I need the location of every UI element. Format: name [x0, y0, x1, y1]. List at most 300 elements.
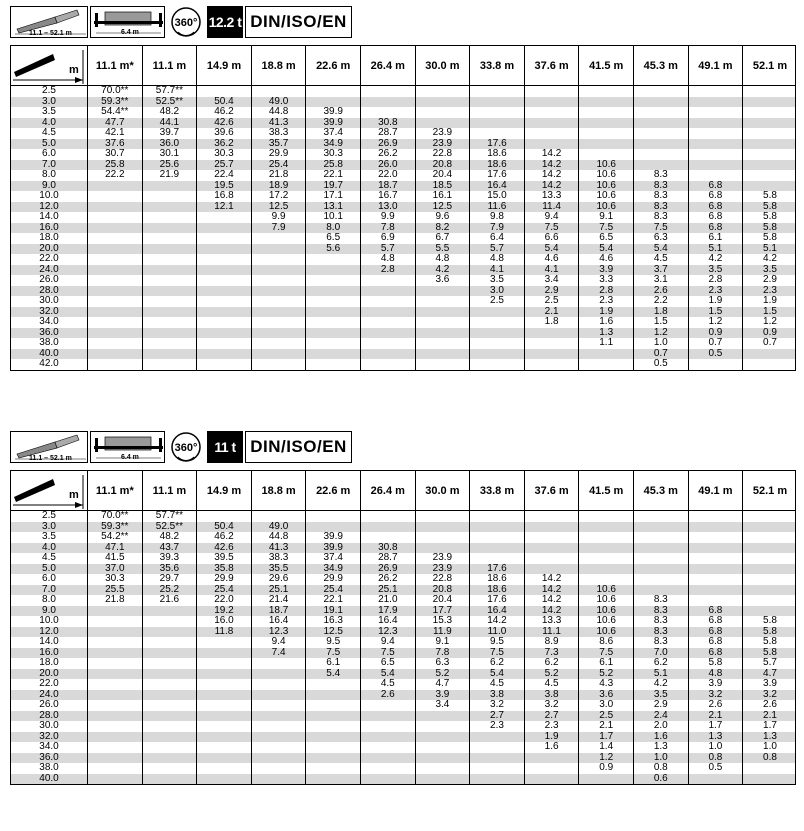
capacity-cell: 34.9 [305, 139, 360, 150]
capacity-cell: 4.2 [688, 254, 743, 265]
capacity-cell: 25.7 [196, 160, 251, 171]
capacity-cell [469, 307, 524, 318]
capacity-cell [251, 233, 306, 244]
capacity-cell [524, 532, 579, 543]
capacity-cell [87, 233, 142, 244]
radius-cell: 16.0 [39, 221, 59, 233]
radius-cell: 38.0 [39, 337, 59, 348]
capacity-cell: 21.8 [87, 595, 142, 606]
capacity-cell [415, 107, 470, 118]
capacity-cell: 1.5 [742, 307, 797, 318]
column-header: 30.0 m [415, 46, 470, 85]
capacity-cell [251, 244, 306, 255]
capacity-cell: 3.9 [415, 690, 470, 701]
table-row [11, 244, 795, 255]
capacity-cell [196, 648, 251, 659]
capacity-cell: 9.4 [251, 637, 306, 648]
radius-cell: 8.0 [42, 169, 56, 180]
capacity-cell: 18.9 [251, 181, 306, 192]
capacity-cell: 59.3** [87, 97, 142, 108]
capacity-cell [196, 233, 251, 244]
chart-header [10, 6, 796, 40]
capacity-cell: 4.8 [688, 669, 743, 680]
capacity-cell [524, 522, 579, 533]
capacity-cell: 19.5 [196, 181, 251, 192]
radius-corner [11, 471, 87, 510]
capacity-cell [87, 648, 142, 659]
capacity-cell [305, 286, 360, 297]
radius-cell: 42.0 [39, 358, 59, 369]
capacity-cell [196, 774, 251, 785]
capacity-cell: 23.9 [415, 553, 470, 564]
capacity-cell [469, 732, 524, 743]
outrigger-box [90, 431, 165, 463]
capacity-cell [469, 338, 524, 349]
capacity-cell [742, 170, 797, 181]
capacity-cell: 9.1 [578, 212, 633, 223]
capacity-cell: 3.5 [469, 275, 524, 286]
capacity-cell [742, 543, 797, 554]
capacity-cell [360, 97, 415, 108]
radius-cell: 4.0 [42, 541, 56, 553]
capacity-cell: 39.3 [142, 553, 197, 564]
capacity-cell: 25.1 [360, 585, 415, 596]
capacity-cell [415, 286, 470, 297]
capacity-cell [305, 86, 360, 97]
column-header: 18.8 m [251, 471, 306, 510]
capacity-cell: 1.0 [742, 742, 797, 753]
capacity-cell: 8.3 [633, 616, 688, 627]
capacity-cell [469, 328, 524, 339]
capacity-cell [196, 690, 251, 701]
capacity-cell: 18.6 [469, 574, 524, 585]
capacity-cell: 37.4 [305, 553, 360, 564]
capacity-cell: 8.6 [578, 637, 633, 648]
table-row [11, 627, 795, 638]
capacity-cell [633, 128, 688, 139]
capacity-cell [688, 107, 743, 118]
capacity-cell [469, 522, 524, 533]
capacity-cell: 7.5 [360, 648, 415, 659]
capacity-cell: 38.3 [251, 128, 306, 139]
capacity-cell [87, 254, 142, 265]
capacity-cell [742, 522, 797, 533]
capacity-cell [742, 511, 797, 522]
capacity-cell: 3.2 [469, 700, 524, 711]
capacity-cell: 12.3 [251, 627, 306, 638]
capacity-cell [360, 532, 415, 543]
capacity-cell: 0.8 [633, 763, 688, 774]
capacity-cell: 41.3 [251, 118, 306, 129]
capacity-cell [251, 763, 306, 774]
outrigger-label: 6.4 m [121, 29, 139, 36]
capacity-cell: 39.5 [196, 553, 251, 564]
table-row [11, 223, 795, 234]
table-header [11, 471, 795, 511]
radius-cell: 12.0 [39, 200, 59, 212]
capacity-cell [524, 553, 579, 564]
capacity-cell: 4.8 [360, 254, 415, 265]
capacity-cell: 34.9 [305, 564, 360, 575]
capacity-cell [196, 763, 251, 774]
radius-cell: 18.0 [39, 232, 59, 243]
capacity-cell: 22.1 [305, 595, 360, 606]
capacity-cell [742, 128, 797, 139]
capacity-cell [578, 543, 633, 554]
capacity-cell: 18.6 [469, 585, 524, 596]
capacity-cell [196, 359, 251, 370]
capacity-cell: 23.9 [415, 564, 470, 575]
capacity-cell [633, 97, 688, 108]
capacity-cell [251, 296, 306, 307]
radius-cell: 28.0 [39, 284, 59, 296]
capacity-cell: 14.2 [524, 574, 579, 585]
slew-360-icon [167, 431, 205, 463]
capacity-cell [360, 307, 415, 318]
capacity-cell: 9.8 [469, 212, 524, 223]
capacity-cell: 1.7 [578, 732, 633, 743]
capacity-cell: 39.9 [305, 118, 360, 129]
capacity-cell: 2.3 [578, 296, 633, 307]
table-row [11, 700, 795, 711]
capacity-cell: 5.2 [578, 669, 633, 680]
capacity-cell [633, 139, 688, 150]
capacity-cell: 1.5 [688, 307, 743, 318]
capacity-cell: 10.6 [578, 202, 633, 213]
table-row [11, 118, 795, 129]
capacity-cell: 21.0 [360, 595, 415, 606]
capacity-cell: 8.3 [633, 627, 688, 638]
capacity-cell [196, 223, 251, 234]
capacity-cell [87, 307, 142, 318]
capacity-cell [87, 732, 142, 743]
capacity-cell: 11.1 [524, 627, 579, 638]
table-row [11, 181, 795, 192]
counterweight-badge: 12.2 t [207, 6, 243, 38]
capacity-cell [360, 732, 415, 743]
capacity-cell: 21.8 [251, 170, 306, 181]
capacity-cell: 21.6 [142, 595, 197, 606]
capacity-cell: 44.1 [142, 118, 197, 129]
capacity-cell [196, 753, 251, 764]
capacity-cell [360, 86, 415, 97]
capacity-cell: 8.3 [633, 637, 688, 648]
table-row [11, 532, 795, 543]
capacity-cell [305, 349, 360, 360]
standard-label: DIN/ISO/EN [245, 6, 352, 38]
capacity-cell [251, 359, 306, 370]
table-row [11, 721, 795, 732]
capacity-cell: 10.6 [578, 181, 633, 192]
capacity-cell: 5.5 [415, 244, 470, 255]
capacity-cell: 7.8 [415, 648, 470, 659]
capacity-cell: 43.7 [142, 543, 197, 554]
capacity-cell [305, 711, 360, 722]
capacity-cell: 2.5 [469, 296, 524, 307]
capacity-cell: 22.1 [305, 170, 360, 181]
capacity-cell [142, 658, 197, 669]
capacity-cell [87, 223, 142, 234]
table-row [11, 511, 795, 522]
capacity-cell: 5.4 [524, 244, 579, 255]
capacity-cell: 30.3 [87, 574, 142, 585]
table-row [11, 149, 795, 160]
capacity-cell [196, 732, 251, 743]
capacity-cell: 29.9 [196, 574, 251, 585]
capacity-cell: 14.2 [524, 181, 579, 192]
capacity-cell [142, 763, 197, 774]
capacity-cell: 5.8 [742, 191, 797, 202]
capacity-cell: 1.9 [524, 732, 579, 743]
capacity-cell: 23.9 [415, 139, 470, 150]
table-row [11, 543, 795, 554]
capacity-cell [87, 711, 142, 722]
radius-cell: 32.0 [39, 730, 59, 742]
capacity-cell [142, 637, 197, 648]
radius-cell: 9.0 [42, 604, 56, 616]
slew-360-icon [167, 6, 205, 38]
capacity-cell: 16.4 [469, 606, 524, 617]
capacity-cell: 5.4 [360, 669, 415, 680]
capacity-cell: 2.3 [469, 721, 524, 732]
capacity-cell [688, 149, 743, 160]
capacity-cell [688, 128, 743, 139]
capacity-cell: 7.9 [469, 223, 524, 234]
capacity-cell [469, 543, 524, 554]
capacity-cell [415, 307, 470, 318]
table-row [11, 648, 795, 659]
capacity-cell [305, 742, 360, 753]
radius-cell: 38.0 [39, 762, 59, 773]
capacity-cell: 4.2 [415, 265, 470, 276]
capacity-cell [251, 690, 306, 701]
capacity-cell: 42.6 [196, 543, 251, 554]
radius-cell: 10.0 [39, 615, 59, 626]
capacity-cell: 8.3 [633, 595, 688, 606]
radius-cell: 2.5 [42, 510, 56, 521]
capacity-cell: 5.2 [415, 669, 470, 680]
table-row [11, 359, 795, 370]
capacity-cell [251, 658, 306, 669]
capacity-cell [305, 679, 360, 690]
capacity-cell: 3.9 [688, 679, 743, 690]
capacity-cell: 5.7 [742, 658, 797, 669]
capacity-cell: 2.9 [524, 286, 579, 297]
table-row [11, 574, 795, 585]
capacity-cell [688, 160, 743, 171]
capacity-cell: 26.0 [360, 160, 415, 171]
capacity-cell [633, 564, 688, 575]
capacity-cell: 25.5 [87, 585, 142, 596]
capacity-cell [688, 543, 743, 554]
capacity-cell: 5.8 [742, 627, 797, 638]
radius-cell: 34.0 [39, 316, 59, 327]
table-row [11, 774, 795, 785]
capacity-cell [742, 553, 797, 564]
capacity-cell: 30.3 [196, 149, 251, 160]
capacity-cell: 47.1 [87, 543, 142, 554]
table-row [11, 585, 795, 596]
capacity-cell [251, 711, 306, 722]
capacity-cell: 16.7 [360, 191, 415, 202]
capacity-cell: 6.3 [633, 233, 688, 244]
radius-cell: 3.0 [42, 520, 56, 532]
capacity-cell [524, 511, 579, 522]
capacity-cell [196, 669, 251, 680]
capacity-cell: 25.6 [142, 160, 197, 171]
capacity-cell [688, 359, 743, 370]
capacity-cell: 7.5 [578, 648, 633, 659]
capacity-cell: 2.6 [688, 700, 743, 711]
capacity-cell [742, 149, 797, 160]
capacity-cell: 7.5 [305, 648, 360, 659]
capacity-cell [305, 275, 360, 286]
capacity-cell: 8.0 [305, 223, 360, 234]
table-row [11, 191, 795, 202]
column-header: 30.0 m [415, 471, 470, 510]
capacity-cell [87, 627, 142, 638]
radius-cell: 6.0 [42, 148, 56, 159]
capacity-cell: 3.6 [415, 275, 470, 286]
capacity-cell [87, 606, 142, 617]
capacity-cell: 0.9 [688, 328, 743, 339]
capacity-cell: 4.5 [469, 679, 524, 690]
capacity-cell [142, 202, 197, 213]
radius-cell: 7.0 [42, 158, 56, 170]
capacity-cell [469, 763, 524, 774]
capacity-cell: 4.2 [742, 254, 797, 265]
radius-cell: 40.0 [39, 347, 59, 359]
capacity-cell [524, 118, 579, 129]
capacity-cell: 49.0 [251, 522, 306, 533]
capacity-cell: 2.3 [688, 286, 743, 297]
capacity-cell: 6.2 [524, 658, 579, 669]
capacity-cell: 10.6 [578, 585, 633, 596]
capacity-cell [196, 286, 251, 297]
capacity-cell: 6.6 [524, 233, 579, 244]
capacity-cell [360, 275, 415, 286]
table-row [11, 637, 795, 648]
capacity-cell: 16.3 [305, 616, 360, 627]
capacity-cell: 25.8 [305, 160, 360, 171]
capacity-cell [578, 522, 633, 533]
capacity-cell: 6.5 [305, 233, 360, 244]
table-row [11, 522, 795, 533]
table-row [11, 669, 795, 680]
capacity-cell [196, 658, 251, 669]
capacity-cell [742, 532, 797, 543]
capacity-cell: 2.3 [742, 286, 797, 297]
capacity-cell: 8.3 [633, 181, 688, 192]
capacity-cell: 1.9 [578, 307, 633, 318]
radius-cell: 30.0 [39, 295, 59, 306]
capacity-cell: 70.0** [87, 511, 142, 522]
capacity-cell: 1.2 [578, 753, 633, 764]
capacity-cell: 2.9 [633, 700, 688, 711]
capacity-cell [469, 532, 524, 543]
capacity-cell: 8.3 [633, 606, 688, 617]
load-chart-block-1 [10, 6, 796, 369]
capacity-cell [87, 700, 142, 711]
capacity-cell: 5.8 [742, 212, 797, 223]
capacity-cell [415, 317, 470, 328]
capacity-cell: 6.8 [688, 223, 743, 234]
capacity-cell: 4.5 [524, 679, 579, 690]
capacity-cell [415, 774, 470, 785]
outrigger-box [90, 6, 165, 38]
capacity-cell: 42.1 [87, 128, 142, 139]
capacity-cell [524, 543, 579, 554]
radius-cell: 12.0 [39, 625, 59, 637]
table-row [11, 606, 795, 617]
radius-cell: 20.0 [39, 242, 59, 254]
capacity-cell: 17.1 [305, 191, 360, 202]
capacity-cell: 4.8 [415, 254, 470, 265]
capacity-cell: 5.1 [742, 244, 797, 255]
capacity-cell: 12.3 [360, 627, 415, 638]
capacity-cell: 70.0** [87, 86, 142, 97]
capacity-cell [742, 595, 797, 606]
capacity-cell [578, 128, 633, 139]
capacity-cell [688, 553, 743, 564]
capacity-cell [360, 107, 415, 118]
capacity-cell [415, 532, 470, 543]
capacity-cell [360, 296, 415, 307]
table-row [11, 286, 795, 297]
capacity-cell: 25.1 [251, 585, 306, 596]
capacity-cell [469, 742, 524, 753]
capacity-cell [524, 338, 579, 349]
capacity-cell [742, 97, 797, 108]
capacity-cell: 59.3** [87, 522, 142, 533]
capacity-cell: 52.5** [142, 97, 197, 108]
boom-range-box [10, 6, 88, 38]
radius-cell: 32.0 [39, 305, 59, 317]
table-row [11, 233, 795, 244]
radius-cell: 14.0 [39, 211, 59, 222]
table-row [11, 265, 795, 276]
capacity-cell [524, 328, 579, 339]
capacity-cell: 3.7 [633, 265, 688, 276]
capacity-cell [524, 774, 579, 785]
capacity-cell: 5.8 [742, 637, 797, 648]
column-header: 14.9 m [196, 471, 251, 510]
capacity-cell: 1.2 [633, 328, 688, 339]
capacity-cell [633, 118, 688, 129]
capacity-cell: 37.4 [305, 128, 360, 139]
capacity-cell: 25.2 [142, 585, 197, 596]
column-header: 45.3 m [633, 471, 688, 510]
capacity-cell: 3.2 [688, 690, 743, 701]
capacity-cell: 41.3 [251, 543, 306, 554]
capacity-cell [360, 763, 415, 774]
capacity-cell [305, 732, 360, 743]
capacity-cell [251, 86, 306, 97]
capacity-cell: 3.2 [524, 700, 579, 711]
table-row [11, 128, 795, 139]
capacity-cell: 3.9 [742, 679, 797, 690]
capacity-cell: 14.2 [524, 585, 579, 596]
outrigger-label: 6.4 m [121, 454, 139, 461]
capacity-cell: 50.4 [196, 522, 251, 533]
capacity-cell [196, 275, 251, 286]
capacity-cell [524, 349, 579, 360]
capacity-cell [87, 742, 142, 753]
capacity-cell [578, 139, 633, 150]
capacity-cell [142, 317, 197, 328]
capacity-cell [305, 254, 360, 265]
boom-range-label: 11.1 – 52.1 m [29, 455, 72, 462]
